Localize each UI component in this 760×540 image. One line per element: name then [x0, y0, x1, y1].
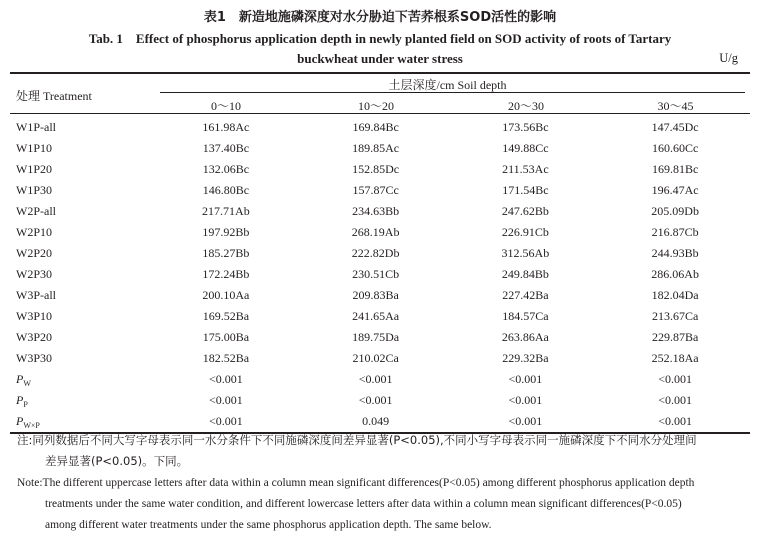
sod-value: 211.53Ac — [502, 162, 549, 176]
sod-value: 175.00Ba — [202, 330, 250, 344]
sod-value: 229.32Ba — [502, 351, 549, 365]
sod-value: 157.87Cc — [352, 183, 399, 197]
header-bottom-rule — [10, 113, 750, 114]
p-value: <0.001 — [658, 393, 693, 407]
note-chinese-line1: 注:同列数据后不同大写字母表示同一水分条件下不同施磷深度间差异显著(P<0.05),不同小写字母表示同一施磷深度下不同水分处理间 — [17, 433, 697, 447]
p-value-label — [10, 411, 151, 432]
sod-value: 137.40Bc — [202, 141, 250, 155]
sod-value: 182.52Ba — [202, 351, 250, 365]
table-row — [10, 138, 750, 159]
sod-value: 149.88Cc — [502, 141, 549, 155]
p-value: <0.001 — [508, 372, 543, 386]
sod-value: 252.18Aa — [651, 351, 699, 365]
sod-value: 286.06Ab — [651, 267, 699, 281]
table-row — [10, 180, 750, 201]
sod-value: 169.52Ba — [202, 309, 250, 323]
p-value: <0.001 — [208, 414, 243, 428]
sod-value: 189.75Da — [352, 330, 400, 344]
table-title-chinese: 表1 新造地施磷深度对水分胁迫下苦荞根系SOD活性的影响 — [203, 10, 557, 25]
sod-value: 247.62Bb — [501, 204, 549, 218]
sod-value: 169.81Bc — [651, 162, 699, 176]
sod-value: 189.85Ac — [352, 141, 400, 155]
p-value: <0.001 — [208, 372, 243, 386]
sod-value: 147.45Dc — [651, 120, 699, 134]
treatment-name: W1P20 — [16, 162, 52, 176]
sod-value: 185.27Bb — [202, 246, 250, 260]
sod-value: 209.83Ba — [352, 288, 399, 302]
table-row — [10, 117, 750, 138]
sod-value: 249.84Bb — [501, 267, 549, 281]
sod-value: 171.54Bc — [502, 183, 549, 197]
p-value: <0.001 — [658, 372, 693, 386]
p-value: <0.001 — [358, 372, 393, 386]
p-symbol: P — [16, 392, 24, 407]
note-english-line2: treatments under the same water condition, and different lowercase letters after data within a column mean significant differences(P<0.05) — [45, 498, 682, 510]
sod-value: 182.04Da — [651, 288, 699, 302]
treatment-name: W3P-all — [16, 288, 56, 302]
sod-value: 227.42Ba — [502, 288, 549, 302]
sod-value: 268.19Ab — [351, 225, 400, 239]
sod-value: 210.02Ca — [352, 351, 399, 365]
p-symbol: P — [16, 413, 24, 428]
sod-value: 263.86Aa — [501, 330, 549, 344]
sod-activity-table — [10, 117, 750, 432]
table-row — [10, 159, 750, 180]
table-row — [10, 264, 750, 285]
treatment-name: W1P-all — [16, 120, 56, 134]
sod-value: 172.24Bb — [202, 267, 250, 281]
treatment-name: W3P30 — [16, 351, 52, 365]
header-soil-depth: 土层深度/cm Soil depth — [388, 78, 507, 92]
p-subscript: W×P — [23, 420, 40, 430]
header-depth-0-10: 0～10 — [210, 99, 241, 113]
sod-value: 312.56Ab — [501, 246, 550, 260]
table-row — [10, 201, 750, 222]
sod-value: 216.87Cb — [651, 225, 699, 239]
table-row — [10, 306, 750, 327]
table-row — [10, 222, 750, 243]
sod-value: 196.47Ac — [651, 183, 699, 197]
treatment-name: W1P30 — [16, 183, 52, 197]
note-chinese-line2: 差异显著(P<0.05)。下同。 — [45, 454, 189, 468]
p-value-label — [10, 390, 151, 411]
treatment-name: W3P20 — [16, 330, 52, 344]
table-row — [10, 243, 750, 264]
p-value: <0.001 — [508, 393, 543, 407]
sod-value: 226.91Cb — [501, 225, 549, 239]
sod-value: 244.93Bb — [651, 246, 699, 260]
sod-value: 161.98Ac — [202, 120, 250, 134]
header-depth-10-20: 10～20 — [357, 99, 394, 113]
top-rule — [10, 72, 750, 74]
note-english-line3: among different water treatments under the same phosphorus application depth. The same below. — [45, 519, 492, 531]
p-value-row — [10, 390, 750, 411]
sod-value: 160.60Cc — [651, 141, 699, 155]
table-row — [10, 285, 750, 306]
p-symbol: P — [16, 371, 24, 386]
p-subscript: W — [23, 378, 31, 388]
table-row — [10, 327, 750, 348]
header-subrule — [160, 92, 745, 93]
table-title-english-line2: buckwheat under water stress — [297, 51, 463, 66]
sod-value: 217.71Ab — [202, 204, 250, 218]
sod-value: 173.56Bc — [502, 120, 549, 134]
note-chinese — [17, 430, 747, 472]
header-depth-20-30: 20～30 — [507, 99, 544, 113]
sod-value: 213.67Ca — [651, 309, 699, 323]
treatment-name: W1P10 — [16, 141, 52, 155]
treatment-name: W2P20 — [16, 246, 52, 260]
sod-value: 241.65Aa — [352, 309, 400, 323]
p-value-label — [10, 369, 151, 390]
sod-value: 229.87Ba — [651, 330, 699, 344]
treatment-name: W3P10 — [16, 309, 52, 323]
header-depth-30-45: 30～45 — [657, 99, 694, 113]
p-value-row — [10, 369, 750, 390]
sod-value: 197.92Bb — [202, 225, 250, 239]
sod-value: 132.06Bc — [202, 162, 250, 176]
p-value: <0.001 — [508, 414, 543, 428]
header-treatment: 处理 Treatment — [16, 89, 92, 103]
sod-value: 222.82Db — [351, 246, 400, 260]
treatment-name: W2P-all — [16, 204, 56, 218]
sod-value: 200.10Aa — [202, 288, 250, 302]
sod-value: 230.51Cb — [352, 267, 400, 281]
p-value: 0.049 — [362, 414, 390, 428]
table-row — [10, 348, 750, 369]
p-value: <0.001 — [358, 393, 393, 407]
sod-value: 146.80Bc — [202, 183, 250, 197]
p-subscript: P — [23, 399, 28, 409]
note-english-line1: Note:The different uppercase letters after data within a column mean significant differences(P<0.05) among different phosphorus application depth — [17, 477, 695, 489]
treatment-name: W2P10 — [16, 225, 52, 239]
sod-value: 169.84Bc — [352, 120, 399, 134]
sod-value: 152.85Dc — [352, 162, 400, 176]
p-value: <0.001 — [658, 414, 693, 428]
table-title-english-line1: Tab. 1 Effect of phosphorus application depth in newly planted field on SOD activity of roots of Tartary — [88, 31, 672, 46]
sod-value: 205.09Db — [651, 204, 699, 218]
note-english — [17, 473, 747, 536]
sod-value: 234.63Bb — [352, 204, 400, 218]
treatment-name: W2P30 — [16, 267, 52, 281]
unit-label: U/g — [719, 51, 738, 65]
p-value-row — [10, 411, 750, 432]
p-value: <0.001 — [208, 393, 243, 407]
sod-value: 184.57Ca — [502, 309, 549, 323]
